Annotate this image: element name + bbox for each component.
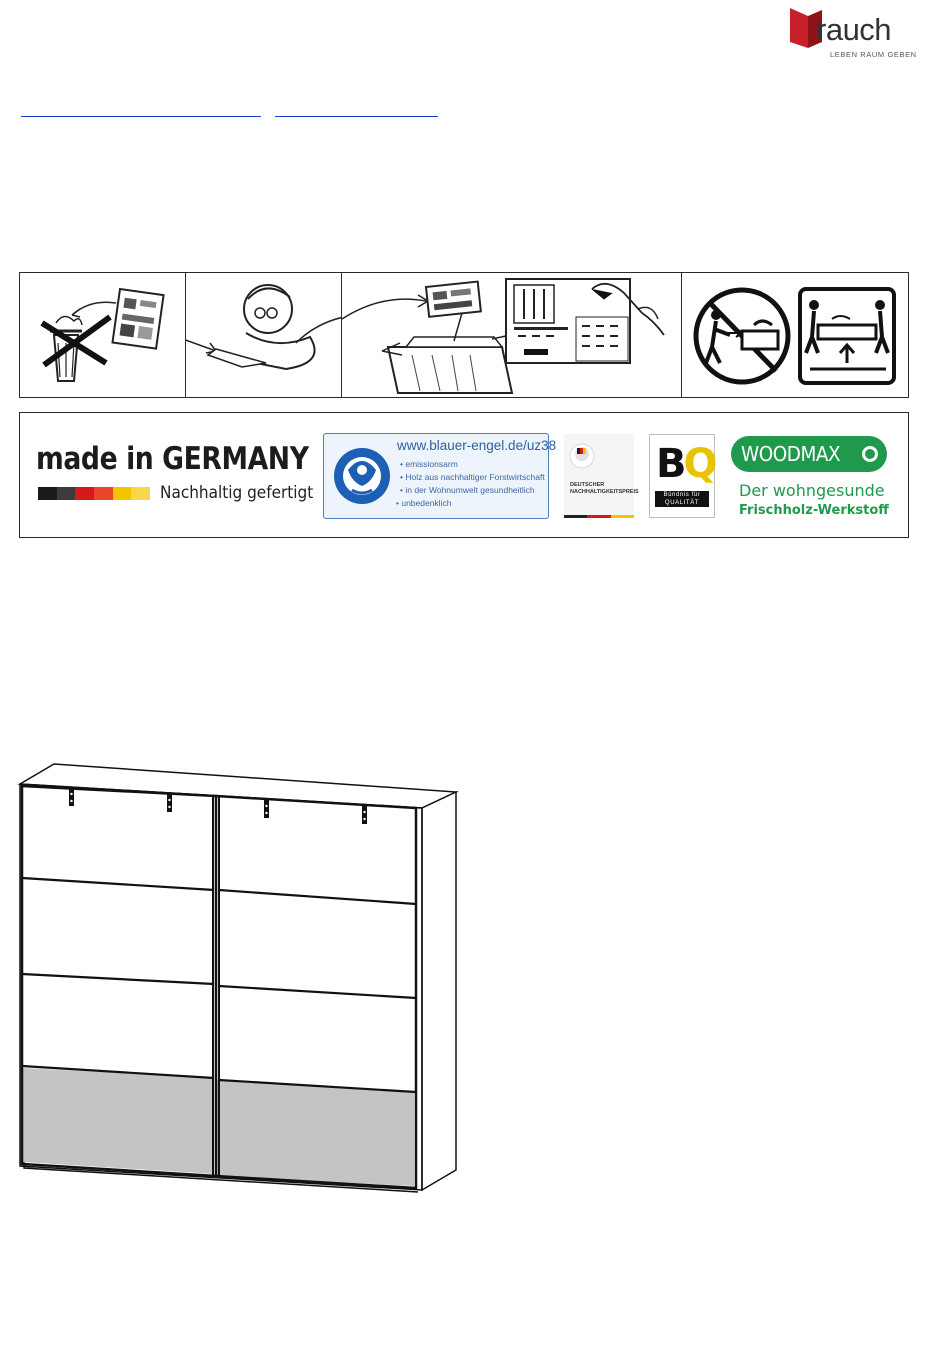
nachhaltigkeitspreis-line1: DEUTSCHER bbox=[570, 482, 605, 488]
flag-color-bar bbox=[38, 487, 150, 500]
certification-strip bbox=[19, 412, 909, 538]
award-color-bar bbox=[564, 515, 634, 518]
step-do-not-discard bbox=[20, 273, 186, 397]
criteria-item: • emissionsarm bbox=[400, 458, 545, 471]
manual-in-trash-crossed-icon bbox=[20, 273, 186, 397]
wardrobe-drawing bbox=[14, 756, 464, 1196]
nachhaltigkeitspreis-label bbox=[564, 434, 639, 518]
step-store-manual bbox=[342, 273, 682, 397]
nachhaltigkeitspreis-line2: NACHHALTIGKEITSPREIS bbox=[570, 489, 639, 495]
blauer-engel-url: www.blauer-engel.de/uz38 bbox=[397, 438, 557, 453]
step-read-manual bbox=[186, 273, 342, 397]
nachhaltigkeitspreis-title bbox=[570, 482, 639, 496]
manual-into-folder-icon bbox=[342, 273, 682, 397]
made-in-germany-subtitle: Nachhaltig gefertigt bbox=[160, 483, 314, 503]
step-two-person-assembly bbox=[682, 273, 908, 397]
instruction-strip bbox=[19, 272, 909, 398]
blauer-engel-seal-icon bbox=[332, 442, 392, 510]
logo-tagline: LEBEN RAUM GEBEN bbox=[830, 50, 917, 59]
bq-footer bbox=[655, 491, 709, 507]
bq-footer-line2: QUALITÄT bbox=[664, 500, 700, 506]
link-underline-2[interactable] bbox=[275, 116, 438, 117]
woodmax-name: WOODMAX bbox=[741, 442, 841, 466]
criteria-item: • Holz aus nachhaltiger Forstwirtschaft bbox=[400, 471, 545, 484]
award-sphere-icon bbox=[564, 434, 634, 480]
criteria-item: • unbedenklich bbox=[396, 497, 545, 510]
person-reading-manual-icon bbox=[186, 273, 342, 397]
woodmax-tagline-2: Frischholz-Werkstoff bbox=[739, 503, 889, 518]
brand-logo bbox=[786, 4, 917, 60]
blauer-engel-label bbox=[323, 433, 557, 519]
blauer-engel-criteria bbox=[400, 458, 545, 510]
bq-letters: BQ bbox=[656, 441, 715, 487]
woodmax-tagline-1: Der wohngesunde bbox=[739, 481, 885, 500]
right-door-lower-panel bbox=[217, 1080, 414, 1186]
made-in-germany-title: made in GERMANY bbox=[36, 441, 309, 477]
left-door-lower-panel bbox=[23, 1068, 214, 1174]
two-person-lift-icon bbox=[682, 273, 908, 397]
link-underline-1[interactable] bbox=[21, 116, 261, 117]
bq-quality-label bbox=[649, 434, 715, 518]
criteria-item: • in der Wohnumwelt gesundheitlich bbox=[400, 484, 545, 497]
bq-footer-line1: Bündnis für bbox=[663, 492, 701, 498]
woodmax-dot-icon bbox=[862, 446, 878, 462]
logo-wordmark: rauch bbox=[816, 12, 892, 47]
woodmax-logo bbox=[731, 436, 887, 472]
